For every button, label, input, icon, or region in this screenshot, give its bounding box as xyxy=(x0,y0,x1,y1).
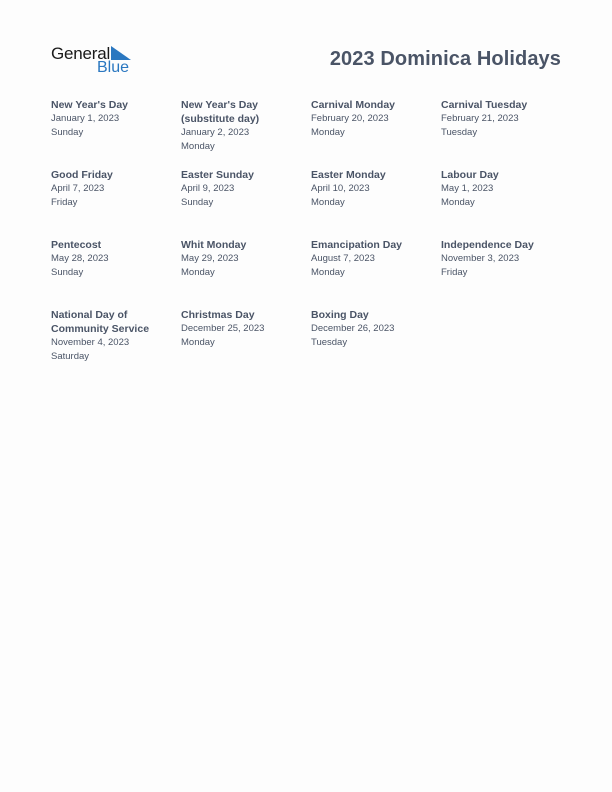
holiday-item xyxy=(441,98,571,168)
holiday-weekday: Friday xyxy=(441,266,468,278)
holiday-weekday: Monday xyxy=(181,336,215,348)
holiday-date: May 28, 2023 xyxy=(51,253,109,264)
holiday-item xyxy=(181,168,311,238)
holiday-weekday: Saturday xyxy=(51,350,90,362)
holiday-item xyxy=(311,98,441,168)
holiday-date: August 7, 2023 xyxy=(311,253,375,264)
holiday-weekday: Sunday xyxy=(51,266,84,278)
holiday-name: Good Friday xyxy=(51,169,113,181)
holiday-date: December 26, 2023 xyxy=(311,323,395,334)
holiday-name: Boxing Day xyxy=(311,309,369,321)
holiday-date: May 1, 2023 xyxy=(441,183,494,194)
holiday-name: Emancipation Day xyxy=(311,239,403,251)
holiday-date: April 10, 2023 xyxy=(311,183,370,194)
logo-general-text: General xyxy=(51,44,111,63)
holiday-weekday: Monday xyxy=(311,126,345,138)
holiday-name: Labour Day xyxy=(441,169,499,181)
holiday-date: December 25, 2023 xyxy=(181,323,265,334)
holiday-name: Christmas Day xyxy=(181,309,255,321)
holiday-weekday: Sunday xyxy=(51,126,84,138)
holiday-date: February 20, 2023 xyxy=(311,113,389,124)
holiday-date: November 3, 2023 xyxy=(441,253,520,264)
holiday-item xyxy=(181,238,311,308)
holiday-name: Carnival Tuesday xyxy=(441,99,528,111)
holiday-date: April 9, 2023 xyxy=(181,183,235,194)
holiday-item xyxy=(51,238,181,308)
holiday-item xyxy=(51,168,181,238)
holiday-weekday: Monday xyxy=(181,266,215,278)
page-title: 2023 Dominica Holidays xyxy=(329,48,561,70)
holiday-name: New Year's Day xyxy=(51,99,129,111)
holiday-name: New Year's Day (substitute day) xyxy=(181,99,260,125)
holiday-weekday: Sunday xyxy=(181,196,214,208)
holiday-date: April 7, 2023 xyxy=(51,183,105,194)
holiday-name: Whit Monday xyxy=(181,239,247,251)
holiday-item xyxy=(441,238,571,308)
holiday-weekday: Monday xyxy=(311,196,345,208)
holiday-weekday: Tuesday xyxy=(311,336,348,348)
holiday-item xyxy=(181,98,311,168)
holiday-item xyxy=(441,168,571,238)
holiday-weekday: Monday xyxy=(311,266,345,278)
holiday-grid xyxy=(51,98,571,378)
holiday-date: May 29, 2023 xyxy=(181,253,239,264)
holiday-date: January 1, 2023 xyxy=(51,113,120,124)
holiday-item xyxy=(311,308,441,378)
holiday-date: February 21, 2023 xyxy=(441,113,519,124)
holiday-weekday: Friday xyxy=(51,196,78,208)
holiday-date: November 4, 2023 xyxy=(51,337,130,348)
holiday-item xyxy=(51,308,181,378)
holiday-item xyxy=(311,238,441,308)
holiday-name: National Day of Community Service xyxy=(51,309,150,335)
holiday-name: Carnival Monday xyxy=(311,99,396,111)
holiday-weekday: Monday xyxy=(441,196,475,208)
holiday-name: Pentecost xyxy=(51,239,102,251)
holiday-date: January 2, 2023 xyxy=(181,127,250,138)
holiday-item xyxy=(181,308,311,378)
holiday-weekday: Monday xyxy=(181,140,215,152)
logo-blue-text: Blue xyxy=(97,59,130,76)
holiday-name: Easter Monday xyxy=(311,169,386,181)
holiday-item xyxy=(51,98,181,168)
logo-triangle-icon xyxy=(111,46,131,60)
holiday-item xyxy=(311,168,441,238)
logo xyxy=(51,44,141,78)
holiday-weekday: Tuesday xyxy=(441,126,478,138)
holiday-name: Independence Day xyxy=(441,239,534,251)
holiday-name: Easter Sunday xyxy=(181,169,254,181)
